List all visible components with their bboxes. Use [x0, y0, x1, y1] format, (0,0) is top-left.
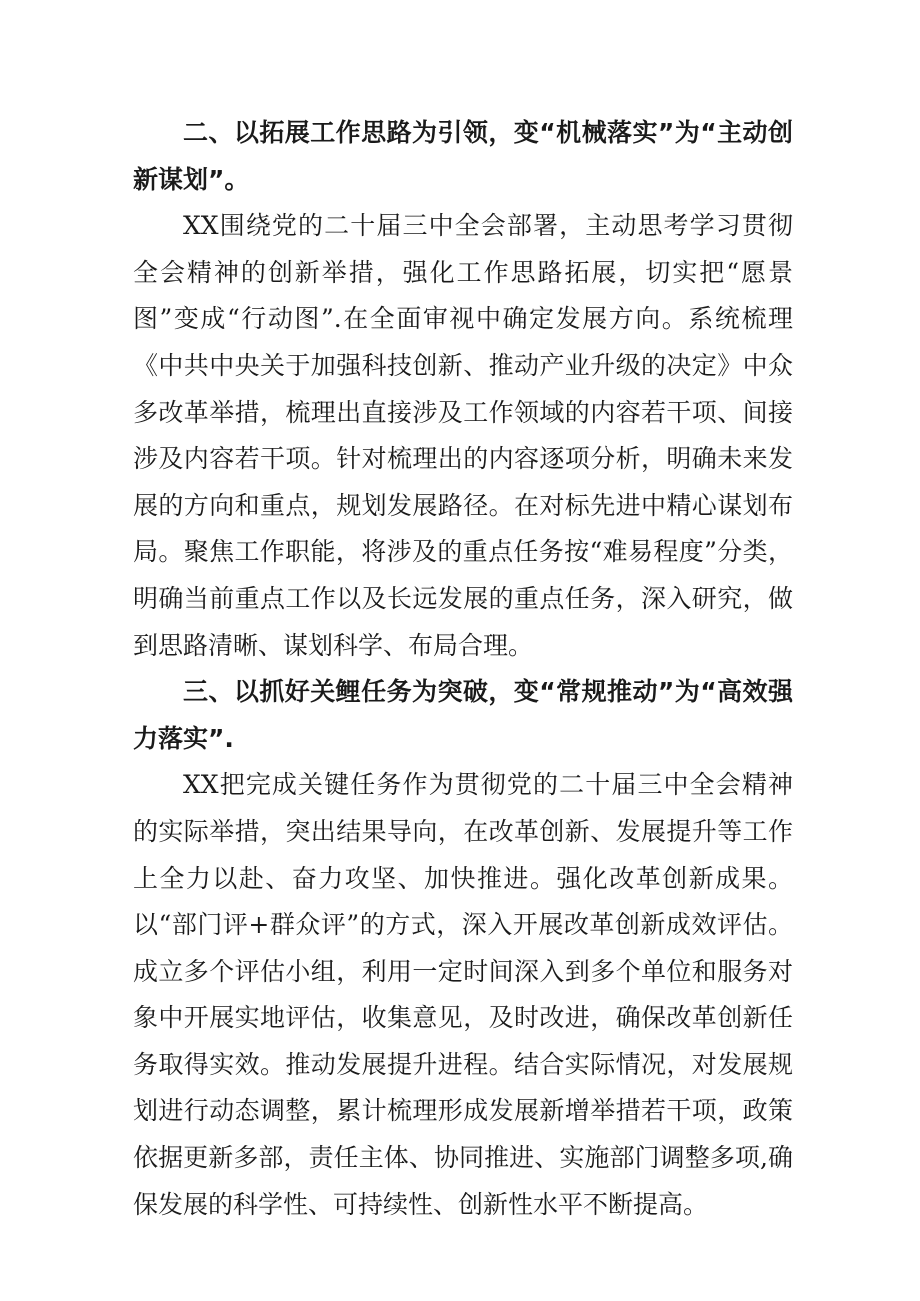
section-paragraph-2: XX围绕党的二十届三中全会部署，主动思考学习贯彻全会精神的创新举措，强化工作思路拓展，切实把“愿景图”变成“行动图”.在全面审视中确定发展方向。系统梳理《中共中央关于加强科技创新、推动产业升级的决定》中众多改革举措，梳理出直接涉及工作领域的内容若干项、间接涉及内容若干项。针对梳理出的内容逐项分析，明确未来发展的方向和重点，规划发展路径。在对标先进中精心谋划布局。聚焦工作职能，将涉及的重点任务按“难易程度”分类，明确当前重点工作以及长远发展的重点任务，深入研究，做到思路清晰、谋划科学、布局合理。 — [133, 211, 793, 660]
section-heading-2: 二、以拓展工作思路为引领，变“机械落实”为“主动创新谋划”。 — [133, 118, 793, 194]
section-heading-3: 三、以抓好关鲤任务为突破，变“常规推动”为“高效强力落实”. — [133, 677, 793, 753]
document-body — [133, 110, 793, 1228]
section-paragraph-3: XX把完成关键任务作为贯彻党的二十届三中全会精神的实际举措，突出结果导向，在改革创新、发展提升等工作上全力以赴、奋力攻坚、加快推进。强化改革创新成果。以“部门评+群众评”的方式，深入开展改革创新成效评估。成立多个评估小组，利用一定时间深入到多个单位和服务对象中开展实地评估，收集意见，及时改进，确保改革创新任务取得实效。推动发展提升进程。结合实际情况，对发展规划进行动态调整，累计梳理形成发展新增举措若干项，政策依据更新多部，责任主体、协同推进、实施部门调整多项,确保发展的科学性、可持续性、创新性水平不断提高。 — [133, 770, 793, 1219]
